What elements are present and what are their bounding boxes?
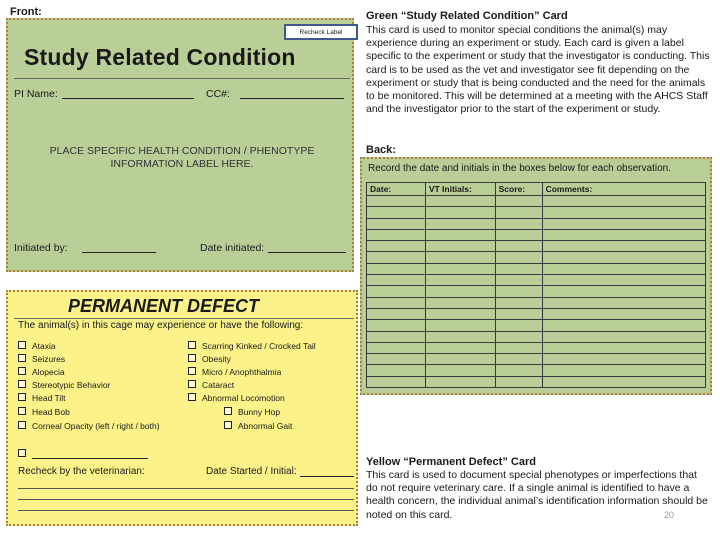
checkbox-icon <box>188 393 196 401</box>
table-cell[interactable] <box>495 308 542 319</box>
column-header-score: Score: <box>495 183 542 196</box>
table-cell[interactable] <box>367 196 426 207</box>
back-label: Back: <box>366 144 396 156</box>
back-card-instructions: Record the date and initials in the boxes below for each observation. <box>368 163 671 174</box>
table-cell[interactable] <box>367 263 426 274</box>
table-row <box>367 331 706 342</box>
table-cell[interactable] <box>542 320 705 331</box>
condition-sub-item: Abnormal Gait <box>224 420 292 432</box>
checkbox-icon <box>18 380 26 388</box>
table-cell[interactable] <box>367 354 426 365</box>
yellow-card-intro: The animal(s) in this cage may experience or have the following: <box>18 320 304 331</box>
table-cell[interactable] <box>495 207 542 218</box>
table-cell[interactable] <box>495 286 542 297</box>
cc-line <box>240 98 344 99</box>
condition-item: Abnormal Locomotion <box>188 392 285 404</box>
table-cell[interactable] <box>367 229 426 240</box>
page-number: 20 <box>664 510 675 520</box>
table-cell[interactable] <box>495 218 542 229</box>
column-header-comments: Comments: <box>542 183 705 196</box>
table-row <box>367 342 706 353</box>
date-initiated-label: Date initiated: <box>200 242 265 254</box>
writing-line <box>18 510 354 511</box>
checkbox-icon <box>188 354 196 362</box>
checkbox-icon <box>18 367 26 375</box>
table-cell[interactable] <box>542 218 705 229</box>
table-cell[interactable] <box>495 376 542 387</box>
condition-item: Stereotypic Behavior <box>18 379 110 391</box>
yellow-card-heading: Yellow “Permanent Defect” Card <box>366 456 536 468</box>
pi-name-label: PI Name: <box>14 88 58 100</box>
table-cell[interactable] <box>542 263 705 274</box>
yellow-card-title: PERMANENT DEFECT <box>68 296 260 316</box>
table-row <box>367 354 706 365</box>
checkbox-icon <box>188 380 196 388</box>
table-cell[interactable] <box>495 263 542 274</box>
table-cell[interactable] <box>425 218 495 229</box>
table-cell[interactable] <box>425 297 495 308</box>
table-cell[interactable] <box>542 297 705 308</box>
table-row <box>367 263 706 274</box>
blank-condition-line <box>32 458 148 459</box>
recheck-label-box: Recheck Label <box>284 24 358 40</box>
table-row <box>367 229 706 240</box>
cc-label: CC#: <box>206 88 230 100</box>
table-cell[interactable] <box>425 241 495 252</box>
recheck-vet-label: Recheck by the veterinarian: <box>18 466 145 477</box>
table-cell[interactable] <box>425 229 495 240</box>
checkbox-icon <box>18 407 26 415</box>
table-cell[interactable] <box>425 275 495 286</box>
table-cell[interactable] <box>425 263 495 274</box>
table-cell[interactable] <box>425 365 495 376</box>
condition-item: Cataract <box>188 379 234 391</box>
table-cell[interactable] <box>495 354 542 365</box>
table-cell[interactable] <box>542 376 705 387</box>
table-cell[interactable] <box>367 275 426 286</box>
table-cell[interactable] <box>542 354 705 365</box>
checkbox-icon <box>18 341 26 349</box>
table-cell[interactable] <box>495 297 542 308</box>
table-cell[interactable] <box>495 331 542 342</box>
title-divider <box>14 318 354 319</box>
checkbox-icon <box>224 407 232 415</box>
condition-item: Scarring Kinked / Crocked Tail <box>188 340 316 352</box>
observation-table-body <box>367 196 706 388</box>
table-cell[interactable] <box>367 297 426 308</box>
date-initiated-line <box>268 252 346 253</box>
checkbox-icon <box>18 393 26 401</box>
table-cell[interactable] <box>495 342 542 353</box>
table-row <box>367 196 706 207</box>
checkbox-icon <box>224 421 232 429</box>
table-cell[interactable] <box>425 252 495 263</box>
study-related-condition-card <box>6 18 354 272</box>
condition-item: Head Bob <box>18 406 70 418</box>
checkbox-icon <box>188 367 196 375</box>
green-card-title: Study Related Condition <box>24 44 296 70</box>
condition-item: Alopecia <box>18 366 65 378</box>
writing-line <box>18 488 354 489</box>
placeholder-line-2: INFORMATION LABEL HERE. <box>110 158 254 170</box>
yellow-card-description: This card is used to document special phenotypes or imperfections that do not require veterinary care. If a single animal is identified to have a health concern, the individual animal’s identification information should be noted on this card. <box>366 469 708 521</box>
table-cell[interactable] <box>425 308 495 319</box>
table-cell[interactable] <box>542 229 705 240</box>
table-cell[interactable] <box>425 376 495 387</box>
checkbox-icon <box>18 354 26 362</box>
pi-name-line <box>62 98 194 99</box>
table-cell[interactable] <box>495 241 542 252</box>
table-cell[interactable] <box>495 275 542 286</box>
table-row <box>367 275 706 286</box>
condition-item: Micro / Anophthalmia <box>188 366 281 378</box>
table-row <box>367 376 706 387</box>
table-row <box>367 286 706 297</box>
table-cell[interactable] <box>495 196 542 207</box>
table-row <box>367 297 706 308</box>
permanent-defect-card <box>6 290 358 526</box>
column-header-date: Date: <box>367 183 426 196</box>
table-cell[interactable] <box>542 207 705 218</box>
table-cell[interactable] <box>542 365 705 376</box>
title-divider <box>14 78 350 79</box>
table-cell[interactable] <box>542 196 705 207</box>
writing-line <box>18 499 354 500</box>
table-cell[interactable] <box>542 308 705 319</box>
date-started-line <box>300 476 354 477</box>
table-cell[interactable] <box>425 342 495 353</box>
table-cell[interactable] <box>425 331 495 342</box>
checkbox-icon <box>188 341 196 349</box>
label-placeholder-text <box>32 145 332 171</box>
table-cell[interactable] <box>367 308 426 319</box>
condition-item: Ataxia <box>18 340 56 352</box>
placeholder-line-1: PLACE SPECIFIC HEALTH CONDITION / PHENOTYPE <box>49 145 315 157</box>
observation-table <box>366 182 706 388</box>
table-cell[interactable] <box>367 320 426 331</box>
table-cell[interactable] <box>367 286 426 297</box>
table-cell[interactable] <box>542 342 705 353</box>
table-cell[interactable] <box>542 286 705 297</box>
table-cell[interactable] <box>425 320 495 331</box>
table-cell[interactable] <box>367 252 426 263</box>
table-row <box>367 218 706 229</box>
table-cell[interactable] <box>542 331 705 342</box>
table-row <box>367 207 706 218</box>
table-cell[interactable] <box>367 207 426 218</box>
table-row <box>367 252 706 263</box>
condition-item: Obesity <box>188 353 231 365</box>
table-cell[interactable] <box>367 331 426 342</box>
table-cell[interactable] <box>367 376 426 387</box>
green-card-description: This card is used to monitor special conditions the animal(s) may experience during an experiment or study. Each card is given a label specific to the experiment or study that the investigator is conducting. This card is to be used as the vet and investigator see fit depending on the experiment or study that is being conducted and the need for the animals to be monitored. This will be determined at a meeting with the AHCS Staff and the investigator prior to the start of the experiment or study. <box>366 24 710 116</box>
table-cell[interactable] <box>542 241 705 252</box>
table-cell[interactable] <box>425 354 495 365</box>
table-cell[interactable] <box>367 241 426 252</box>
table-cell[interactable] <box>542 275 705 286</box>
table-row <box>367 320 706 331</box>
green-card-heading: Green “Study Related Condition” Card <box>366 10 568 22</box>
table-cell[interactable] <box>495 365 542 376</box>
table-row <box>367 308 706 319</box>
table-row <box>367 365 706 376</box>
checkbox-icon <box>18 421 26 429</box>
blank-condition-item <box>18 448 32 460</box>
front-label: Front: <box>10 6 42 18</box>
initiated-by-line <box>82 252 156 253</box>
table-cell[interactable] <box>495 320 542 331</box>
condition-item: Corneal Opacity (left / right / both) <box>18 420 160 432</box>
table-cell[interactable] <box>367 365 426 376</box>
table-cell[interactable] <box>542 252 705 263</box>
condition-item: Seizures <box>18 353 65 365</box>
initiated-by-label: Initiated by: <box>14 242 68 254</box>
table-cell[interactable] <box>495 252 542 263</box>
table-row <box>367 241 706 252</box>
table-header-row <box>367 183 706 196</box>
table-cell[interactable] <box>425 196 495 207</box>
condition-sub-item: Bunny Hop <box>224 406 280 418</box>
table-cell[interactable] <box>425 286 495 297</box>
column-header-vt-initials: VT Initials: <box>425 183 495 196</box>
date-started-label: Date Started / Initial: <box>206 466 297 477</box>
table-cell[interactable] <box>425 207 495 218</box>
table-cell[interactable] <box>367 342 426 353</box>
observation-card-back <box>360 157 712 395</box>
checkbox-icon <box>18 449 26 457</box>
table-cell[interactable] <box>495 229 542 240</box>
condition-item: Head Tilt <box>18 392 66 404</box>
table-cell[interactable] <box>367 218 426 229</box>
